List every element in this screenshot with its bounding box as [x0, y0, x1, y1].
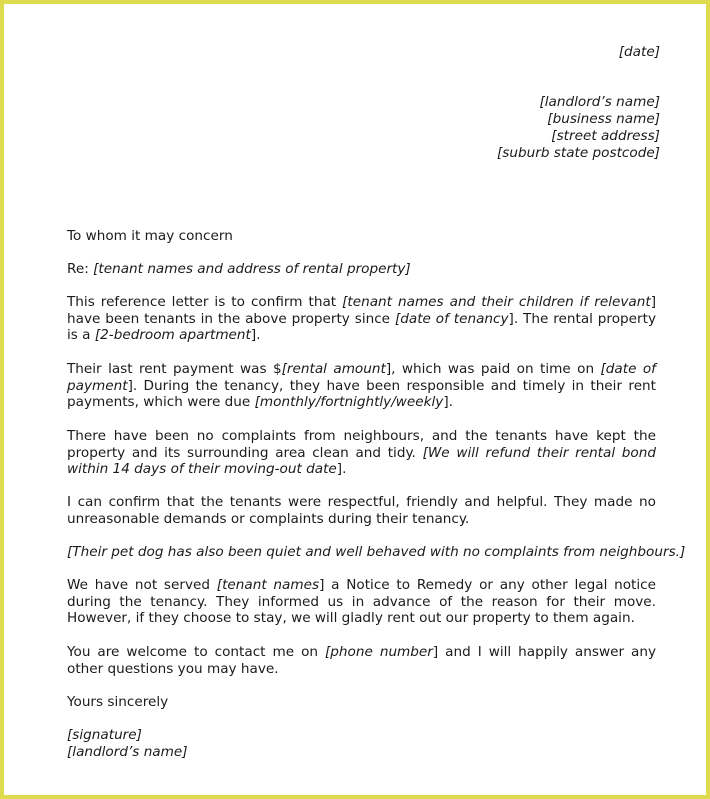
business-name: [business name] [547, 111, 660, 127]
paragraph-property-condition: There have been no complaints from neighbours, and the tenants have kept the property and its surrounding area clean and tidy. [We will refund their rental bond within 14 days of their moving-out date]. [67, 428, 656, 477]
landlord-name: [landlord’s name] [539, 94, 660, 110]
subject-line: Re: [tenant names and address of rental property] [67, 261, 411, 277]
paragraph-rent-payment: Their last rent payment was $[rental amount], which was paid on time on [date of payment]. During the tenancy, they have been responsible and timely in their rent payments, which were due [monthly/fortnightly/weekly]. [67, 361, 656, 410]
street-address: [street address] [551, 128, 660, 144]
paragraph-pet: [Their pet dog has also been quiet and well behaved with no complaints from neighbours.] [67, 544, 686, 560]
landlord-name-footer: [landlord’s name] [67, 744, 188, 760]
paragraph-tenant-conduct: I can confirm that the tenants were respectful, friendly and helpful. They made no unreasonable demands or complaints during their tenancy. [67, 494, 656, 527]
paragraph-confirmation: This reference letter is to confirm that [tenant names and their children if relevant] have been tenants in the above property since [date of tenancy]. The rental property is a [2-bedroom apartment]. [67, 294, 657, 343]
salutation: To whom it may concern [67, 228, 233, 244]
signature-placeholder: [signature] [67, 727, 142, 743]
closing: Yours sincerely [67, 694, 169, 710]
paragraph-contact: You are welcome to contact me on [phone number] and I will happily answer any other questions you may have. [67, 644, 657, 677]
paragraph-notices: We have not served [tenant names] a Notice to Remedy or any other legal notice during the tenancy. They informed us in advance of the reason for their move. However, if they choose to stay, we will gladly rent out our property to them again. [67, 577, 656, 626]
suburb-state-postcode: [suburb state postcode] [497, 145, 660, 161]
date-placeholder: [date] [618, 44, 660, 60]
